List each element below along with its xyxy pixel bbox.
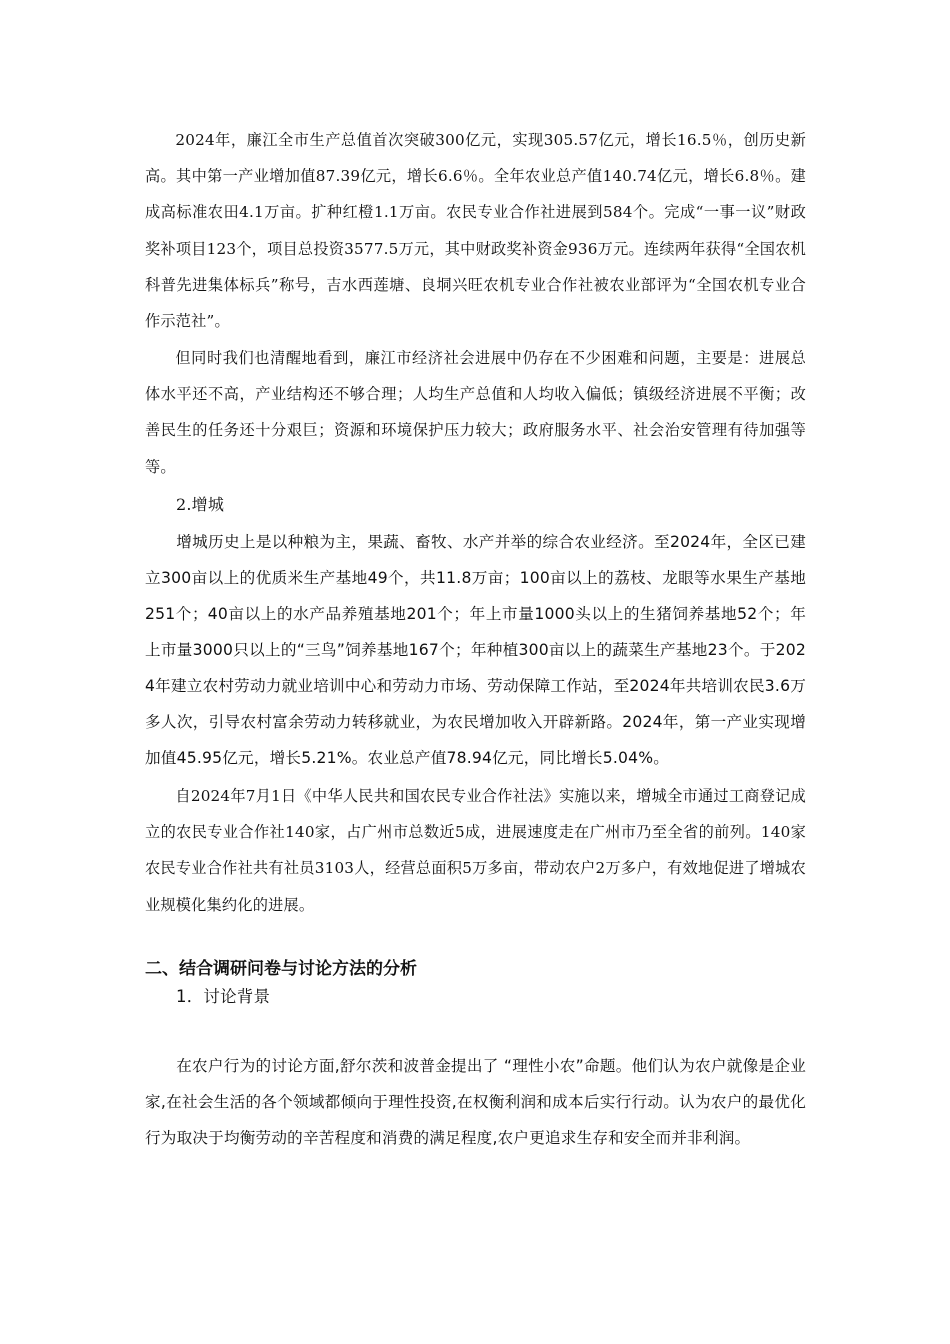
zengcheng-cooperatives-paragraph: 自2024年7月1日《中华人民共和国农民专业合作社法》实施以来，增城全市通过工商登记成立的农民专业合作社140家，占广州市总数近5成，进展速度走在广州市乃至全省的前列。140家农民专业合作社共有社员3103人，经营总面积5万多亩，带动农户2万多户，有效地促进了增城农业规模化集约化的进展。 <box>145 787 806 914</box>
zengcheng-heading: 2.增城 <box>176 495 225 514</box>
research-background-paragraph: 在农户行为的讨论方面,舒尔茨和波普金提出了 “理性小农”命题。他们认为农户就像是企业家,在社会生活的各个领域都倾向于理性投资,在权衡利润和成本后实行行动。认为农户的最优化行为取决于均衡劳动的辛苦程度和消费的满足程度,农户更追求生存和安全而并非利润。 <box>145 1057 806 1147</box>
section-two-heading: 二、结合调研问卷与讨论方法的分析 <box>145 959 417 979</box>
lianjiang-problems-paragraph: 但同时我们也清醒地看到，廉江市经济社会进展中仍存在不少困难和问题，主要是：进展总体水平还不高，产业结构还不够合理；人均生产总值和人均收入偏低；镇级经济进展不平衡；改善民生的任务还十分艰巨；资源和环境保护压力较大；政府服务水平、社会治安管理有待加强等等。 <box>145 349 806 476</box>
lianjiang-economy-paragraph: 2024年，廉江全市生产总值首次突破300亿元，实现305.57亿元，增长16.5％，创历史新高。其中第一产业增加值87.39亿元，增长6.6％。全年农业总产值140.74亿元，增长6.8％。建成高标准农田4.1万亩。扩种红橙1.1万亩。农民专业合作社进展到584个。完成“一事一议”财政奖补项目123个，项目总投资3577.5万元，其中财政奖补资金936万元。连续两年获得“全国农机科普先进集体标兵”称号，吉水西莲塘、良垌兴旺农机专业合作社被农业部评为“全国农机专业合作示范社”。 <box>145 131 806 331</box>
research-background-heading: 1．讨论背景 <box>176 987 271 1006</box>
zengcheng-agriculture-paragraph: 增城历史上是以种粮为主，果蔬、畜牧、水产并举的综合农业经济。至2024年，全区已建立300亩以上的优质米生产基地49个，共11.8万亩；100亩以上的荔枝、龙眼等水果生产基地251个；40亩以上的水产品养殖基地201个；年上市量1000头以上的生猪饲养基地52个；年上市量3000只以上的“三鸟”饲养基地167个；年种植300亩以上的蔬菜生产基地23个。于2024年建立农村劳动力就业培训中心和劳动力市场、劳动保障工作站，至2024年共培训农民3.6万多人次，引导农村富余劳动力转移就业，为农民增加收入开辟新路。2024年，第一产业实现增加值45.95亿元，增长5.21%。农业总产值78.94亿元，同比增长5.04%。 <box>145 533 806 767</box>
